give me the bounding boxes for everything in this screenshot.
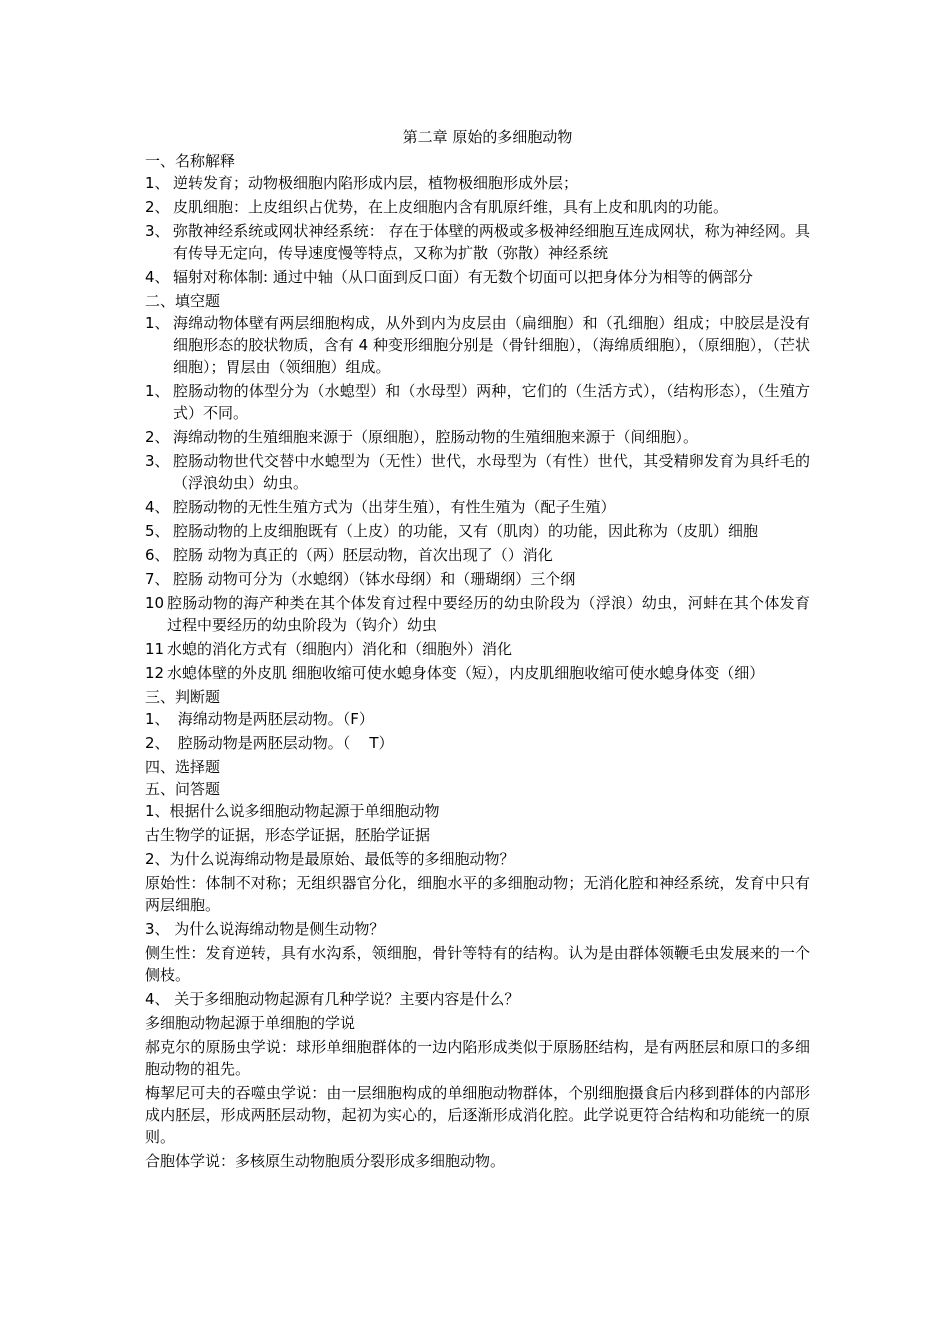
item-number: 10 [145,594,165,612]
item-text: 弥散神经系统或网状神经系统： 存在于体壁的两极或多极神经细胞互连成网状，称为神经网。具有传导无定向，传导速度慢等特点，又称为扩散（弥散）神经系统 [173,222,810,262]
item-text: 海绵动物是两胚层动物。（F） [173,710,374,728]
item-number: 3、 [145,222,170,240]
item-text: 腔肠动物是两胚层动物。（ T） [173,734,394,752]
item-number: 1、 [145,174,170,192]
item-number: 5、 [145,522,170,540]
item-number: 6、 [145,546,170,564]
item-number: 1、 [145,382,170,400]
section-heading-multiple-choice: 四、选择题 [145,758,221,776]
question-text: 3、 为什么说海绵动物是侧生动物？ [145,920,385,938]
section-heading-true-false: 三、判断题 [145,688,221,706]
section-heading-fill-in: 二、填空题 [145,292,221,310]
item-number: 2、 [145,428,170,446]
item-number: 2、 [145,198,170,216]
list-item [145,732,810,754]
list-item [145,196,810,218]
answer-text: 梅挈尼可夫的吞噬虫学说：由一层细胞构成的单细胞动物群体，个别细胞摄食后内移到群体的内部形成内胚层，形成两胚层动物，起初为实心的，后逐渐形成消化腔。此学说更符合结构和功能统一的原则。 [145,1084,810,1146]
chapter-title: 第二章 原始的多细胞动物 [402,128,573,146]
item-text: 腔肠 动物可分为（水螅纲）（钵水母纲）和（珊瑚纲）三个纲 [173,570,576,588]
section-heading-definitions: 一、名称解释 [145,152,236,170]
item-number: 2、 [145,734,170,752]
list-item [145,266,810,288]
list-item [145,544,810,566]
item-text: 腔肠动物的上皮细胞既有（上皮）的功能，又有（肌肉）的功能，因此称为（皮肌）细胞 [173,522,759,540]
item-number: 3、 [145,452,170,470]
list-item [145,662,810,684]
list-item [145,312,810,378]
item-text: 海绵动物体壁有两层细胞构成，从外到内为皮层由（扁细胞）和（孔细胞）组成；中胶层是没有细胞形态的胶状物质，含有 4 种变形细胞分别是（骨针细胞），（海绵质细胞），（原细胞），（芒状细胞）；胃层由（领细胞）组成。 [173,314,810,376]
item-number: 11 [145,640,165,658]
list-item [145,172,810,194]
item-text: 水螅的消化方式有（细胞内）消化和（细胞外）消化 [167,640,513,658]
answer-text: 古生物学的证据，形态学证据，胚胎学证据 [145,826,431,844]
question-text: 1、根据什么说多细胞动物起源于单细胞动物 [145,802,440,820]
item-text: 腔肠 动物为真正的（两）胚层动物，首次出现了（）消化 [173,546,553,564]
list-item [145,450,810,494]
list-item [145,708,810,730]
list-item [145,496,810,518]
item-number: 4、 [145,268,170,286]
list-item [145,426,810,448]
item-text: 水螅体壁的外皮肌 细胞收缩可使水螅身体变（短），内皮肌细胞收缩可使水螅身体变（细） [167,664,765,682]
question-text: 2、为什么说海绵动物是最原始、最低等的多细胞动物？ [145,850,515,868]
item-number: 4、 [145,498,170,516]
item-text: 腔肠动物的无性生殖方式为（出芽生殖），有性生殖为（配子生殖） [173,498,616,516]
item-text: 海绵动物的生殖细胞来源于（原细胞），腔肠动物的生殖细胞来源于（间细胞）。 [173,428,699,446]
item-number: 7、 [145,570,170,588]
answer-text: 合胞体学说：多核原生动物胞质分裂形成多细胞动物。 [145,1152,506,1170]
item-number: 12 [145,664,165,682]
list-item [145,380,810,424]
item-text: 皮肌细胞：上皮组织占优势，在上皮细胞内含有肌原纤维，具有上皮和肌肉的功能。 [173,198,729,216]
item-number: 1、 [145,710,170,728]
item-text: 腔肠动物的海产种类在其个体发育过程中要经历的幼虫阶段为（浮浪）幼虫，河蚌在其个体发育过程中要经历的幼虫阶段为（钩介）幼虫 [167,594,810,634]
list-item [145,592,810,636]
question-text: 4、 关于多细胞动物起源有几种学说？主要内容是什么？ [145,990,520,1008]
item-text: 腔肠动物的体型分为（水螅型）和（水母型）两种，它们的（生活方式），（结构形态），（生殖方式）不同。 [173,382,810,422]
list-item [145,568,810,590]
document-page [145,126,810,1174]
answer-text: 原始性：体制不对称；无组织器官分化，细胞水平的多细胞动物；无消化腔和神经系统，发育中只有两层细胞。 [145,874,810,914]
item-text: 逆转发育；动物极细胞内陷形成内层，植物极细胞形成外层； [173,174,579,192]
list-item [145,220,810,264]
list-item [145,520,810,542]
answer-text: 多细胞动物起源于单细胞的学说 [145,1014,356,1032]
section-heading-questions: 五、问答题 [145,780,221,798]
item-text: 腔肠动物世代交替中水螅型为（无性）世代，水母型为（有性）世代，其受精卵发育为具纤毛的（浮浪幼虫）幼虫。 [173,452,810,492]
answer-text: 郝克尔的原肠虫学说：球形单细胞群体的一边内陷形成类似于原肠胚结构，是有两胚层和原口的多细胞动物的祖先。 [145,1038,810,1078]
answer-text: 侧生性：发育逆转，具有水沟系，领细胞，骨针等特有的结构。认为是由群体领鞭毛虫发展来的一个侧枝。 [145,944,810,984]
item-number: 1、 [145,314,170,332]
list-item [145,638,810,660]
item-text: 辐射对称体制: 通过中轴（从口面到反口面）有无数个切面可以把身体分为相等的俩部分 [173,268,753,286]
